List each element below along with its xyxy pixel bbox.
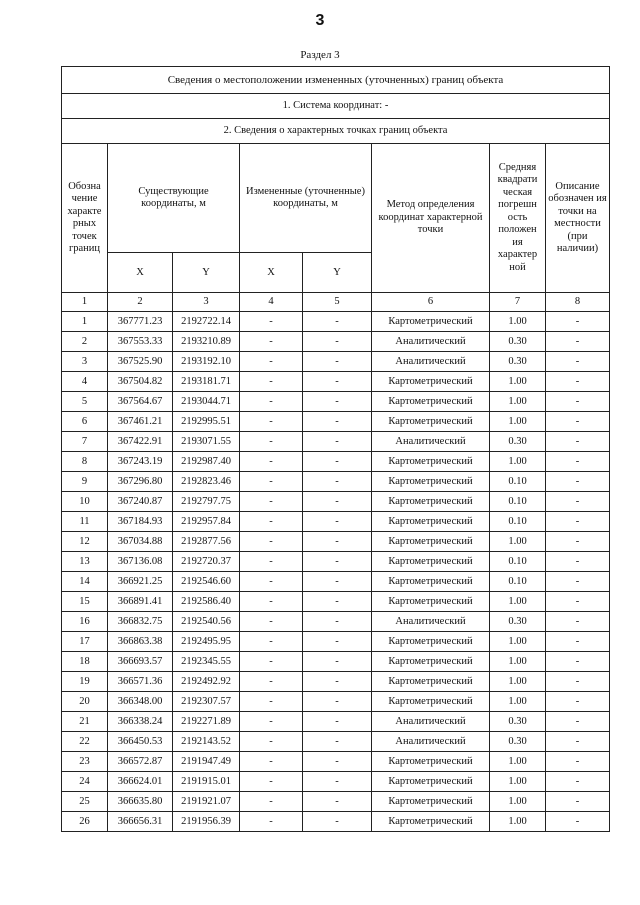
cell-y-existing: 2191915.01 [173, 772, 240, 792]
cell-x-existing: 366635.80 [108, 792, 173, 812]
table-row [62, 792, 610, 812]
header-y-existing: Y [173, 253, 240, 293]
cell-y-existing: 2192307.57 [173, 692, 240, 712]
cell-y-existing: 2192797.75 [173, 492, 240, 512]
cell-y-changed: - [303, 492, 372, 512]
cell-y-changed: - [303, 312, 372, 332]
column-number: 7 [490, 293, 546, 312]
cell-x-changed: - [240, 532, 303, 552]
cell-y-existing: 2192722.14 [173, 312, 240, 332]
cell-x-changed: - [240, 652, 303, 672]
cell-point-number: 19 [62, 672, 108, 692]
cell-x-changed: - [240, 432, 303, 452]
cell-point-number: 23 [62, 752, 108, 772]
header-changed-coords: Измененные (уточненные) координаты, м [240, 144, 372, 253]
cell-x-changed: - [240, 672, 303, 692]
cell-method: Картометрический [372, 412, 490, 432]
cell-y-changed: - [303, 532, 372, 552]
cell-x-existing: 367296.80 [108, 472, 173, 492]
table-row [62, 592, 610, 612]
cell-x-existing: 367184.93 [108, 512, 173, 532]
cell-y-changed: - [303, 592, 372, 612]
table-row [62, 312, 610, 332]
cell-point-number: 11 [62, 512, 108, 532]
cell-x-changed: - [240, 412, 303, 432]
cell-x-changed: - [240, 552, 303, 572]
cell-y-changed: - [303, 652, 372, 672]
cell-y-existing: 2192495.95 [173, 632, 240, 652]
cell-point-number: 18 [62, 652, 108, 672]
cell-error: 1.00 [490, 392, 546, 412]
cell-point-number: 26 [62, 812, 108, 832]
cell-description: - [546, 732, 610, 752]
cell-point-number: 24 [62, 772, 108, 792]
cell-y-changed: - [303, 412, 372, 432]
cell-y-existing: 2192987.40 [173, 452, 240, 472]
cell-y-changed: - [303, 612, 372, 632]
cell-error: 0.10 [490, 512, 546, 532]
cell-y-existing: 2192957.84 [173, 512, 240, 532]
cell-point-number: 20 [62, 692, 108, 712]
cell-description: - [546, 632, 610, 652]
table-row [62, 372, 610, 392]
cell-y-changed: - [303, 632, 372, 652]
cell-description: - [546, 692, 610, 712]
cell-method: Картометрический [372, 752, 490, 772]
cell-error: 0.30 [490, 712, 546, 732]
table-row [62, 612, 610, 632]
cell-x-existing: 367771.23 [108, 312, 173, 332]
table-row [62, 332, 610, 352]
cell-error: 0.10 [490, 492, 546, 512]
cell-method: Картометрический [372, 312, 490, 332]
cell-x-changed: - [240, 812, 303, 832]
cell-description: - [546, 352, 610, 372]
header-method: Метод определения координат характерной точки [372, 144, 490, 293]
cell-y-changed: - [303, 472, 372, 492]
cell-y-existing: 2193181.71 [173, 372, 240, 392]
cell-description: - [546, 672, 610, 692]
cell-error: 1.00 [490, 772, 546, 792]
points-heading: 2. Сведения о характерных точках границ объекта [62, 119, 610, 144]
cell-error: 1.00 [490, 672, 546, 692]
cell-y-changed: - [303, 332, 372, 352]
cell-point-number: 8 [62, 452, 108, 472]
table-row [62, 352, 610, 372]
cell-point-number: 21 [62, 712, 108, 732]
cell-y-existing: 2193210.89 [173, 332, 240, 352]
cell-description: - [546, 712, 610, 732]
table-row [62, 392, 610, 412]
cell-x-existing: 367461.21 [108, 412, 173, 432]
header-existing-coords: Существующие координаты, м [108, 144, 240, 253]
column-number: 3 [173, 293, 240, 312]
coord-system-line: 1. Система координат: - [62, 94, 610, 119]
header-description: Описание обозначен ия точки на местности (при наличии) [546, 144, 610, 293]
cell-point-number: 14 [62, 572, 108, 592]
cell-description: - [546, 552, 610, 572]
column-number-row [62, 293, 610, 312]
cell-method: Картометрический [372, 532, 490, 552]
table-row [62, 712, 610, 732]
cell-error: 1.00 [490, 372, 546, 392]
cell-description: - [546, 812, 610, 832]
cell-x-existing: 367504.82 [108, 372, 173, 392]
cell-x-existing: 367240.87 [108, 492, 173, 512]
table-row [62, 772, 610, 792]
table-row [62, 512, 610, 532]
cell-x-changed: - [240, 692, 303, 712]
column-number: 6 [372, 293, 490, 312]
cell-y-changed: - [303, 712, 372, 732]
cell-method: Аналитический [372, 712, 490, 732]
cell-description: - [546, 792, 610, 812]
cell-point-number: 16 [62, 612, 108, 632]
cell-y-existing: 2192271.89 [173, 712, 240, 732]
cell-x-existing: 366338.24 [108, 712, 173, 732]
cell-error: 0.30 [490, 732, 546, 752]
column-number: 1 [62, 293, 108, 312]
table-row [62, 632, 610, 652]
cell-y-existing: 2192540.56 [173, 612, 240, 632]
cell-method: Аналитический [372, 612, 490, 632]
cell-x-existing: 366572.87 [108, 752, 173, 772]
cell-y-existing: 2193192.10 [173, 352, 240, 372]
cell-point-number: 25 [62, 792, 108, 812]
cell-point-number: 22 [62, 732, 108, 752]
cell-y-changed: - [303, 692, 372, 712]
cell-y-existing: 2192995.51 [173, 412, 240, 432]
cell-method: Аналитический [372, 332, 490, 352]
cell-point-number: 13 [62, 552, 108, 572]
cell-error: 0.30 [490, 352, 546, 372]
cell-method: Картометрический [372, 812, 490, 832]
cell-method: Картометрический [372, 632, 490, 652]
cell-x-changed: - [240, 472, 303, 492]
cell-point-number: 1 [62, 312, 108, 332]
cell-x-changed: - [240, 612, 303, 632]
cell-method: Картометрический [372, 692, 490, 712]
cell-error: 1.00 [490, 592, 546, 612]
cell-description: - [546, 612, 610, 632]
cell-x-existing: 367243.19 [108, 452, 173, 472]
cell-error: 1.00 [490, 532, 546, 552]
column-number: 4 [240, 293, 303, 312]
header-x-changed: X [240, 253, 303, 293]
cell-y-changed: - [303, 452, 372, 472]
cell-description: - [546, 532, 610, 552]
cell-y-changed: - [303, 432, 372, 452]
cell-error: 1.00 [490, 632, 546, 652]
table-row [62, 732, 610, 752]
cell-error: 1.00 [490, 312, 546, 332]
cell-x-changed: - [240, 332, 303, 352]
cell-description: - [546, 372, 610, 392]
cell-error: 0.30 [490, 332, 546, 352]
cell-method: Аналитический [372, 732, 490, 752]
cell-method: Картометрический [372, 792, 490, 812]
cell-x-existing: 366832.75 [108, 612, 173, 632]
cell-y-changed: - [303, 572, 372, 592]
cell-x-existing: 366624.01 [108, 772, 173, 792]
cell-error: 1.00 [490, 792, 546, 812]
cell-point-number: 2 [62, 332, 108, 352]
cell-y-changed: - [303, 812, 372, 832]
cell-y-existing: 2191947.49 [173, 752, 240, 772]
cell-description: - [546, 772, 610, 792]
cell-x-existing: 367034.88 [108, 532, 173, 552]
cell-description: - [546, 432, 610, 452]
cell-x-changed: - [240, 632, 303, 652]
page-number: 3 [315, 12, 325, 29]
cell-y-existing: 2191956.39 [173, 812, 240, 832]
cell-y-existing: 2192877.56 [173, 532, 240, 552]
cell-error: 0.10 [490, 572, 546, 592]
table-row [62, 412, 610, 432]
cell-x-changed: - [240, 492, 303, 512]
cell-x-changed: - [240, 772, 303, 792]
cell-y-changed: - [303, 512, 372, 532]
cell-method: Картометрический [372, 672, 490, 692]
cell-x-changed: - [240, 752, 303, 772]
cell-description: - [546, 472, 610, 492]
cell-description: - [546, 392, 610, 412]
cell-y-existing: 2193071.55 [173, 432, 240, 452]
table-row [62, 472, 610, 492]
cell-description: - [546, 312, 610, 332]
cell-error: 1.00 [490, 652, 546, 672]
cell-error: 0.10 [490, 472, 546, 492]
cell-x-changed: - [240, 732, 303, 752]
cell-point-number: 4 [62, 372, 108, 392]
cell-method: Аналитический [372, 432, 490, 452]
cell-method: Картометрический [372, 652, 490, 672]
cell-x-existing: 367422.91 [108, 432, 173, 452]
cell-point-number: 5 [62, 392, 108, 412]
cell-x-changed: - [240, 312, 303, 332]
cell-y-changed: - [303, 392, 372, 412]
cell-x-existing: 366693.57 [108, 652, 173, 672]
cell-point-number: 12 [62, 532, 108, 552]
cell-method: Картометрический [372, 512, 490, 532]
cell-description: - [546, 752, 610, 772]
cell-x-existing: 367136.08 [108, 552, 173, 572]
table-row [62, 452, 610, 472]
cell-description: - [546, 652, 610, 672]
cell-x-existing: 367553.33 [108, 332, 173, 352]
cell-y-changed: - [303, 752, 372, 772]
cell-error: 1.00 [490, 752, 546, 772]
header-x-existing: X [108, 253, 173, 293]
cell-point-number: 7 [62, 432, 108, 452]
cell-x-changed: - [240, 712, 303, 732]
cell-y-changed: - [303, 732, 372, 752]
section-label: Раздел 3 [300, 49, 340, 61]
cell-x-changed: - [240, 592, 303, 612]
cell-y-existing: 2192720.37 [173, 552, 240, 572]
table-row [62, 672, 610, 692]
cell-y-existing: 2192586.40 [173, 592, 240, 612]
cell-method: Картометрический [372, 772, 490, 792]
column-number: 2 [108, 293, 173, 312]
cell-method: Картометрический [372, 472, 490, 492]
cell-y-existing: 2192823.46 [173, 472, 240, 492]
cell-y-changed: - [303, 672, 372, 692]
cell-x-existing: 366891.41 [108, 592, 173, 612]
cell-method: Картометрический [372, 392, 490, 412]
table-row [62, 572, 610, 592]
cell-error: 1.00 [490, 812, 546, 832]
cell-error: 1.00 [490, 452, 546, 472]
cell-method: Картометрический [372, 372, 490, 392]
cell-x-existing: 367525.90 [108, 352, 173, 372]
cell-point-number: 15 [62, 592, 108, 612]
cell-description: - [546, 512, 610, 532]
cell-x-changed: - [240, 352, 303, 372]
cell-description: - [546, 332, 610, 352]
cell-x-existing: 367564.67 [108, 392, 173, 412]
cell-y-changed: - [303, 792, 372, 812]
cell-y-existing: 2192546.60 [173, 572, 240, 592]
cell-error: 1.00 [490, 412, 546, 432]
table-row [62, 492, 610, 512]
cell-x-changed: - [240, 392, 303, 412]
header-designation: Обозна чение характе рных точек границ [62, 144, 108, 293]
boundary-points-table [61, 66, 610, 832]
cell-point-number: 10 [62, 492, 108, 512]
table-row [62, 692, 610, 712]
cell-point-number: 6 [62, 412, 108, 432]
cell-x-changed: - [240, 792, 303, 812]
cell-description: - [546, 572, 610, 592]
cell-method: Аналитический [372, 352, 490, 372]
header-error: Средняя квадрати ческая погрешн ость положен ия характер ной [490, 144, 546, 293]
cell-description: - [546, 492, 610, 512]
table-row [62, 652, 610, 672]
column-number: 8 [546, 293, 610, 312]
cell-x-changed: - [240, 372, 303, 392]
cell-error: 0.30 [490, 612, 546, 632]
table-row [62, 532, 610, 552]
cell-x-existing: 366450.53 [108, 732, 173, 752]
cell-y-existing: 2192345.55 [173, 652, 240, 672]
cell-x-existing: 366571.36 [108, 672, 173, 692]
cell-x-changed: - [240, 572, 303, 592]
table-row [62, 752, 610, 772]
cell-description: - [546, 452, 610, 472]
cell-error: 0.30 [490, 432, 546, 452]
cell-x-existing: 366863.38 [108, 632, 173, 652]
cell-point-number: 9 [62, 472, 108, 492]
cell-y-changed: - [303, 372, 372, 392]
cell-method: Картометрический [372, 592, 490, 612]
cell-error: 0.10 [490, 552, 546, 572]
cell-y-existing: 2192492.92 [173, 672, 240, 692]
cell-x-changed: - [240, 512, 303, 532]
cell-description: - [546, 592, 610, 612]
table-row [62, 812, 610, 832]
cell-x-existing: 366921.25 [108, 572, 173, 592]
table-title: Сведения о местоположении измененных (уточненных) границ объекта [62, 67, 610, 94]
header-y-changed: Y [303, 253, 372, 293]
cell-x-existing: 366656.31 [108, 812, 173, 832]
cell-y-existing: 2191921.07 [173, 792, 240, 812]
cell-x-existing: 366348.00 [108, 692, 173, 712]
cell-description: - [546, 412, 610, 432]
table-row [62, 552, 610, 572]
cell-method: Картометрический [372, 492, 490, 512]
cell-error: 1.00 [490, 692, 546, 712]
cell-point-number: 17 [62, 632, 108, 652]
cell-y-changed: - [303, 772, 372, 792]
cell-y-changed: - [303, 352, 372, 372]
cell-method: Картометрический [372, 572, 490, 592]
cell-y-existing: 2192143.52 [173, 732, 240, 752]
cell-y-existing: 2193044.71 [173, 392, 240, 412]
cell-method: Картометрический [372, 452, 490, 472]
column-number: 5 [303, 293, 372, 312]
table-row [62, 432, 610, 452]
cell-method: Картометрический [372, 552, 490, 572]
cell-x-changed: - [240, 452, 303, 472]
cell-point-number: 3 [62, 352, 108, 372]
cell-y-changed: - [303, 552, 372, 572]
